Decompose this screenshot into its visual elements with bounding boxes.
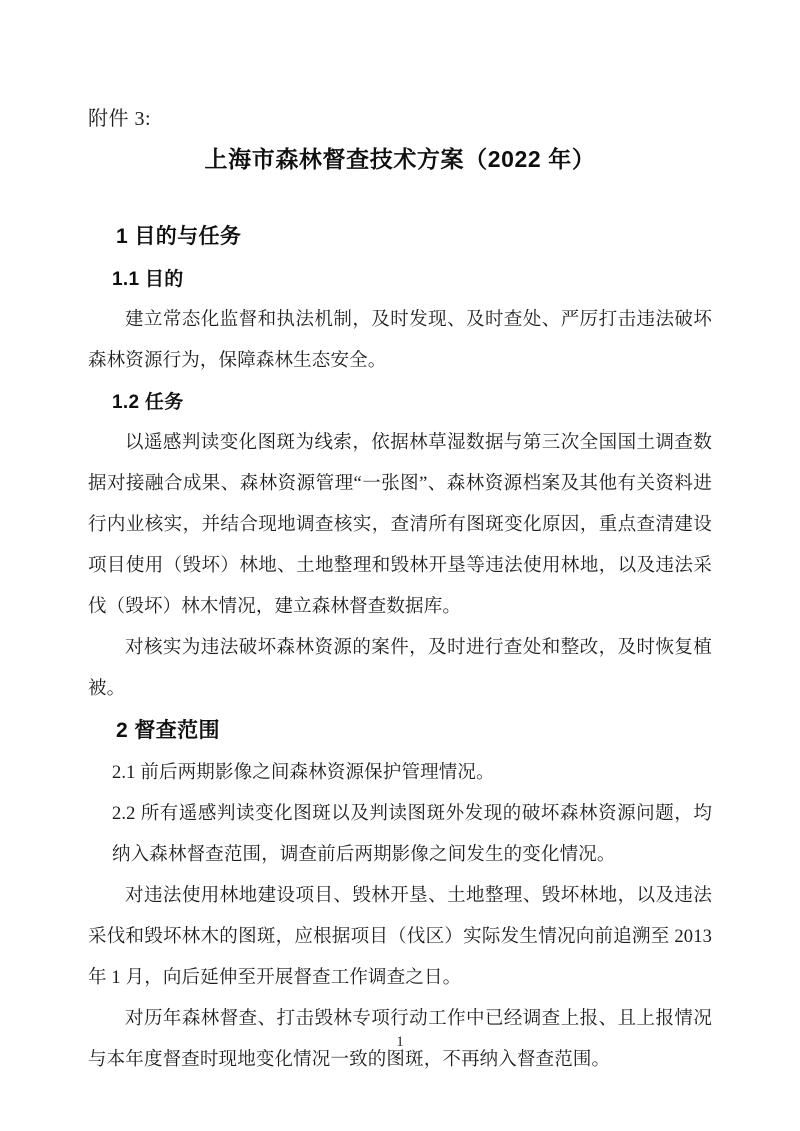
paragraph-task-main: 以遥感判读变化图斑为线索，依据林草湿数据与第三次全国国土调查数据对接融合成果、森林资源管理“一张图”、森林资源档案及其他有关资料进行内业核实，并结合现地调查核实，查清所有图斑变化原因，重点查清建设项目使用（毁坏）林地、土地整理和毁林开垦等违法使用林地，以及违法采伐（毁坏）林木情况，建立森林督查数据库。 (88, 433, 712, 617)
paragraph-scope-exclusion: 对历年森林督查、打击毁林专项行动工作中已经调查上报、且上报情况与本年度督查时现地变化情况一致的图斑，不再纳入督查范围。 (88, 1009, 712, 1070)
section-heading-1-1: 1.1 目的 (112, 269, 184, 290)
paragraph-purpose: 建立常态化监督和执法机制，及时发现、及时查处、严厉打击违法破坏森林资源行为，保障森林生态安全。 (88, 310, 712, 371)
section-heading-1: 1 目的与任务 (116, 225, 242, 248)
page-title: 上海市森林督查技术方案（2022 年） (204, 146, 596, 172)
document-body (88, 216, 712, 1081)
paragraph-scope-2-2: 2.2 所有遥感判读变化图斑以及判读图斑外发现的破坏森林资源问题，均纳入森林督查范围，调查前后两期影像之间发生的变化情况。 (112, 804, 712, 865)
page-number: 1 (396, 1034, 404, 1050)
section-heading-1-2: 1.2 任务 (112, 392, 184, 413)
paragraph-task-enforcement: 对核实为违法破坏森林资源的案件，及时进行查处和整改，及时恢复植被。 (88, 638, 712, 699)
paragraph-scope-2-1: 2.1 前后两期影像之间森林资源保护管理情况。 (112, 763, 495, 783)
paragraph-scope-retrospect: 对违法使用林地建设项目、毁林开垦、土地整理、毁坏林地，以及违法采伐和毁坏林木的图斑，应根据项目（伐区）实际发生情况向前追溯至 2013 年 1 月，向后延伸至开展督查工作调查之日。 (88, 886, 712, 988)
attachment-label: 附件 3: (88, 108, 152, 130)
section-heading-2: 2 督查范围 (116, 719, 220, 742)
